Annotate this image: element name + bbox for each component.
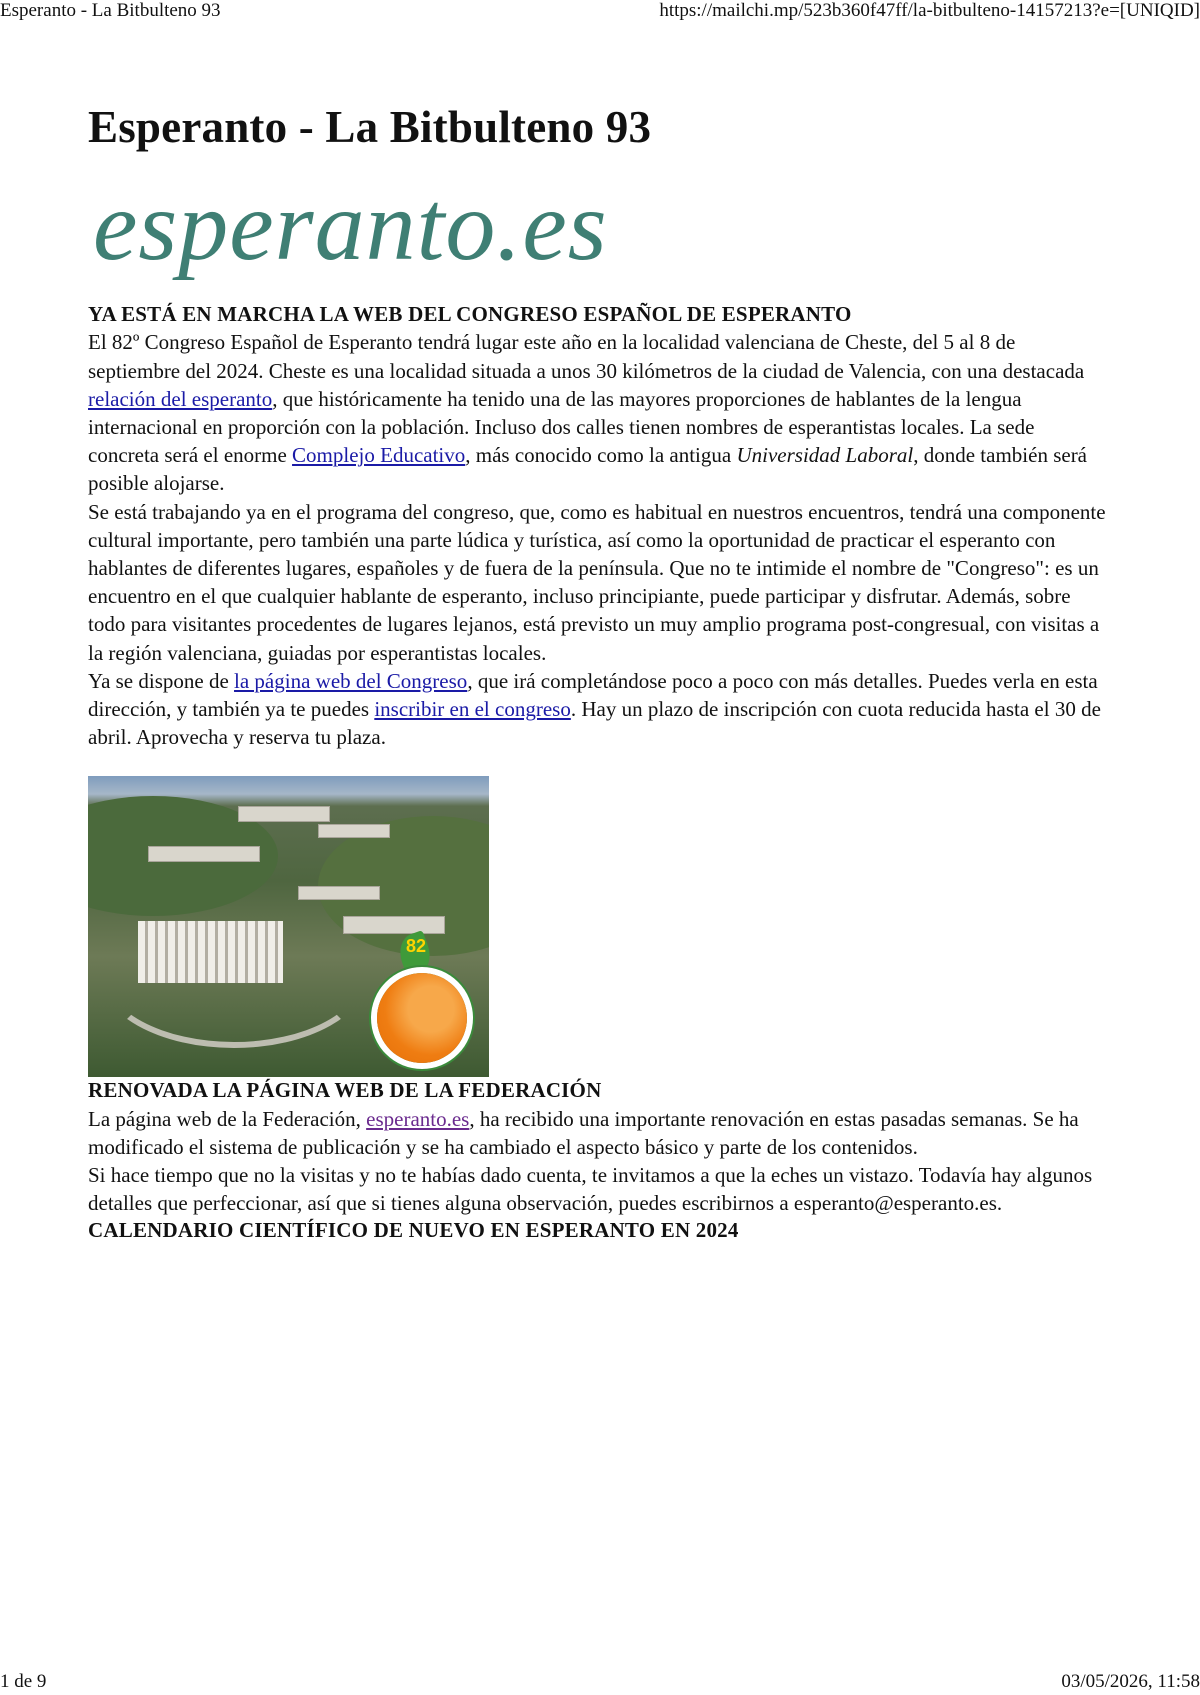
text-run: , más conocido como la antigua <box>465 443 737 468</box>
congress-orange-badge <box>377 973 467 1063</box>
complejo-educativo-link[interactable]: Complejo Educativo <box>292 443 466 468</box>
text-run: , ha recibido una importante renovación en estas pasadas semanas. Se ha modificado el sistema de publicación y se ha cambiado el aspecto básico y parte de los contenidos. <box>88 1106 1079 1159</box>
section-title-congreso: YA ESTÁ EN MARCHA LA WEB DEL CONGRESO ESPAÑOL DE ESPERANTO <box>88 302 852 326</box>
photo-building <box>318 824 390 838</box>
section-title-federacion: RENOVADA LA PÁGINA WEB DE LA FEDERACIÓN <box>88 1078 602 1103</box>
esperanto-es-logo: esperanto.es <box>93 170 608 281</box>
photo-building <box>343 916 445 934</box>
universidad-laboral-photo <box>88 776 489 1077</box>
print-footer-page: 1 de 9 <box>0 1671 47 1692</box>
text-run: Ya se dispone de <box>88 668 235 693</box>
esperanto-es-link[interactable]: esperanto.es <box>366 1106 470 1131</box>
text-run: , donde también será posible alojarse. <box>88 443 1088 496</box>
congreso-paragraph-3 <box>88 667 1108 752</box>
text-run: El 82º Congreso Español de Esperanto tendrá lugar este año en la localidad valenciana de Cheste, del 5 al 8 de septiembre del 2024. Cheste es una localidad situada a unos 30 kilómetros de la ciudad de Valencia, con una destacada <box>88 330 1085 383</box>
congreso-web-link[interactable]: la página web del Congreso <box>234 668 468 693</box>
text-run: La página web de la Federación, <box>88 1106 367 1131</box>
inscribir-congreso-link[interactable]: inscribir en el congreso <box>374 696 571 721</box>
federacion-paragraph-2: Si hace tiempo que no la visitas y no te habías dado cuenta, te invitamos a que la eches un vistazo. Todavía hay algunos detalles que perfeccionar, así que si tienes alguna observación, puedes escribirnos a esperanto@esperanto.es. <box>88 1163 1093 1216</box>
print-header-title: Esperanto - La Bitbulteno 93 <box>0 0 221 21</box>
print-footer-datetime: 03/05/2026, 11:58 <box>1061 1671 1200 1692</box>
relacion-esperanto-link[interactable]: relación del esperanto <box>88 386 273 411</box>
photo-building <box>148 846 260 862</box>
congreso-paragraph-1 <box>88 328 1108 497</box>
universidad-laboral-emphasis: Universidad Laboral <box>736 443 914 468</box>
print-footer <box>0 1671 1200 1693</box>
photo-badge-number: 82 <box>406 936 427 957</box>
text-run: . Hay un plazo de inscripción con cuota reducida hasta el 30 de abril. Aprovecha y reserva tu plaza. <box>88 696 1101 750</box>
photo-building <box>238 806 330 822</box>
page-title: Esperanto - La Bitbulteno 93 <box>88 102 652 152</box>
newsletter-content <box>88 100 1108 1245</box>
text-run: , que históricamente ha tenido una de las mayores proporciones de hablantes de la lengua internacional en proporción con la población. Incluso dos calles tienen nombres de esperantistas locales. La sede concreta será el enorme <box>88 386 1035 468</box>
section-title-calendario: CALENDARIO CIENTÍFICO DE NUEVO EN ESPERANTO EN 2024 <box>88 1218 739 1243</box>
text-run: , que irá completándose poco a poco con más detalles. Puedes verla en esta dirección, y también ya te puedes <box>88 668 1098 721</box>
congreso-paragraph-2: Se está trabajando ya en el programa del congreso, que, como es habitual en nuestros encuentros, tendrá una componente cultural importante, pero también una parte lúdica y turística, así como la oportunidad de practicar el esperanto con hablantes de diferentes lugares, españoles y de fuera de la península. Que no te intimide el nombre de "Congreso": es un encuentro en el que cualquier hablante de esperanto, incluso principiante, puede participar y disfrutar. Además, sobre todo para visitantes procedentes de lugares lejanos, está previsto un muy amplio programa post-congresual, con visitas a la región valenciana, guiadas por esperantistas locales. <box>88 499 1106 665</box>
federacion-paragraph-1 <box>88 1105 1108 1161</box>
print-header-url: https://mailchi.mp/523b360f47ff/la-bitbulteno-14157213?e=[UNIQID] <box>659 0 1200 21</box>
photo-main-building <box>138 921 283 983</box>
photo-building <box>298 886 380 900</box>
print-header <box>0 0 1200 22</box>
